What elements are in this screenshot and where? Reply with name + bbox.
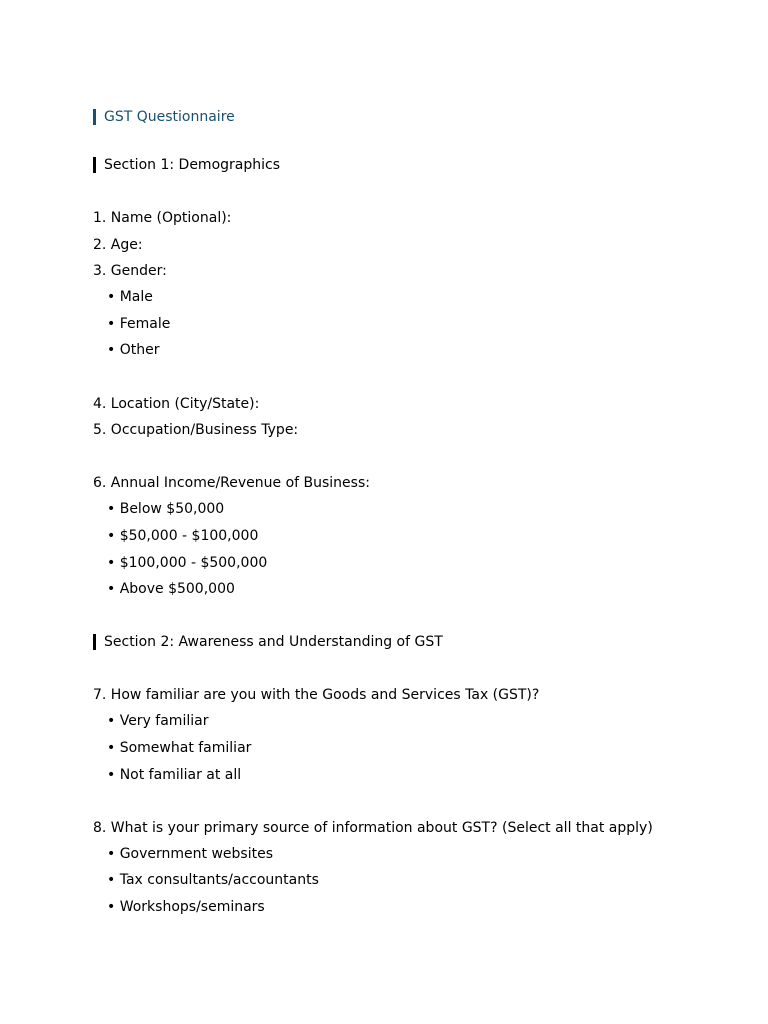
section-1-accent-bar [93, 157, 96, 173]
income-option-100k-500k: • $100,000 - $500,000 [107, 555, 268, 571]
gender-option-male: • Male [107, 289, 153, 305]
document-title [93, 108, 235, 126]
question-5-occupation: 5. Occupation/Business Type: [93, 422, 299, 438]
section-1-heading-text: Section 1: Demographics [104, 157, 280, 173]
familiarity-option-very: • Very familiar [107, 713, 209, 729]
question-3-gender: 3. Gender: [93, 263, 167, 279]
question-2-age: 2. Age: [93, 237, 143, 253]
familiarity-option-not-at-all: • Not familiar at all [107, 767, 242, 783]
income-option-above-500k: • Above $500,000 [107, 581, 235, 597]
gender-option-female: • Female [107, 316, 171, 332]
source-option-tax-consultants: • Tax consultants/accountants [107, 872, 319, 888]
section-1-heading [93, 156, 280, 174]
question-6-income: 6. Annual Income/Revenue of Business: [93, 475, 370, 491]
document-title-text: GST Questionnaire [104, 109, 235, 125]
source-option-government-websites: • Government websites [107, 846, 273, 862]
section-2-accent-bar [93, 634, 96, 650]
section-2-heading-text: Section 2: Awareness and Understanding of GST [104, 634, 443, 650]
familiarity-option-somewhat: • Somewhat familiar [107, 740, 252, 756]
income-option-below-50k: • Below $50,000 [107, 501, 225, 517]
source-option-workshops: • Workshops/seminars [107, 899, 265, 915]
question-8-information-source: 8. What is your primary source of information about GST? (Select all that apply) [93, 820, 653, 836]
income-option-50k-100k: • $50,000 - $100,000 [107, 528, 259, 544]
question-1-name: 1. Name (Optional): [93, 210, 232, 226]
section-2-heading [93, 633, 443, 651]
title-accent-bar [93, 109, 96, 125]
question-7-familiarity: 7. How familiar are you with the Goods and Services Tax (GST)? [93, 687, 540, 703]
question-4-location: 4. Location (City/State): [93, 396, 260, 412]
gender-option-other: • Other [107, 342, 160, 358]
